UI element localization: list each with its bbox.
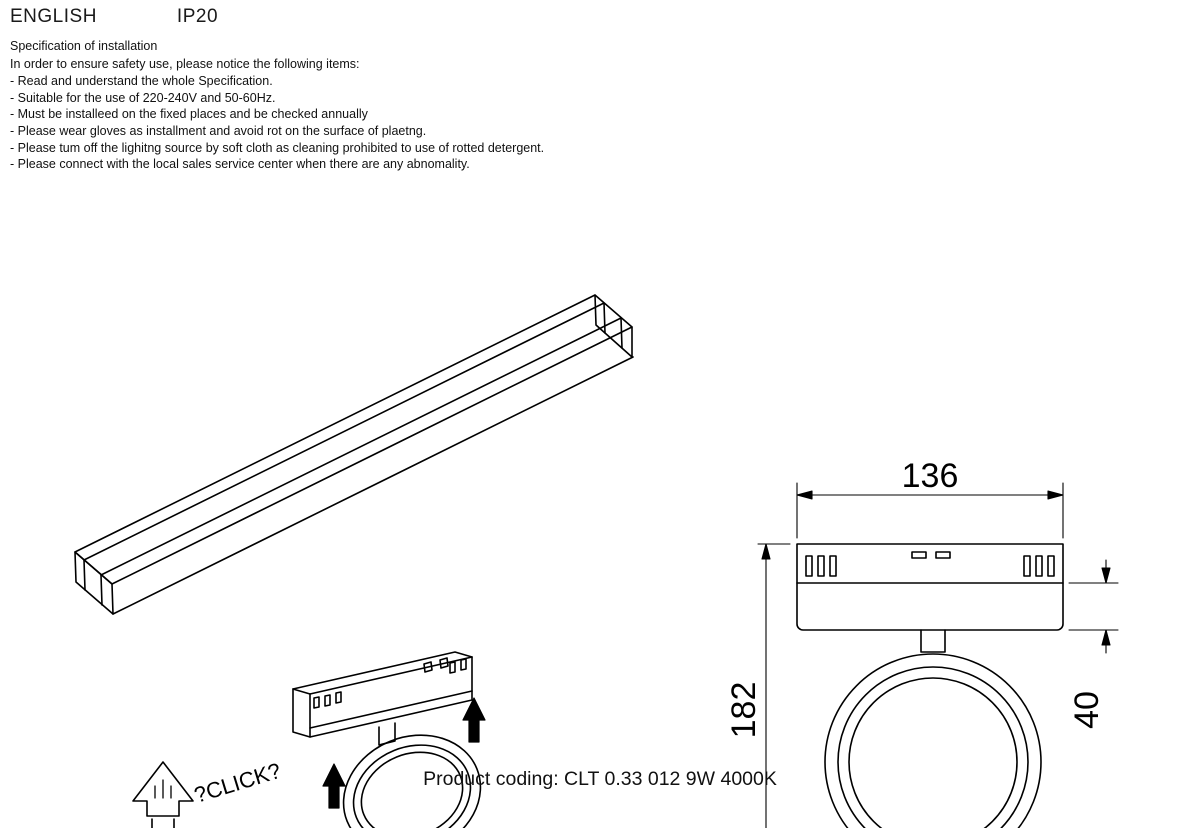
luminaire-stem-left	[379, 723, 395, 745]
language-label: ENGLISH	[10, 6, 97, 27]
specification-item: - Read and understand the whole Specification.	[10, 74, 273, 89]
product-coding: Product coding: CLT 0.33 012 9W 4000K	[423, 768, 777, 790]
specification-item: - Please connect with the local sales service center when there are any abnomality.	[10, 157, 470, 172]
header	[10, 6, 810, 173]
specification-item: - Please tum off the lighitng source by soft cloth as cleaning prohibited to use of rotted detergent.	[10, 140, 545, 155]
specification-item: - Suitable for the use of 220-240V and 50-60Hz.	[10, 90, 276, 105]
luminaire-body-left	[293, 652, 472, 737]
luminaire-body-right	[797, 544, 1063, 630]
specification-item: - Must be installeed on the fixed places and be checked annually	[10, 107, 368, 122]
luminaire-stem-right	[921, 630, 945, 652]
header-row	[10, 6, 810, 28]
ring-head-right	[825, 654, 1041, 828]
click-label: ?CLICK?	[191, 757, 284, 808]
dimension-width-label: 136	[901, 457, 959, 495]
specification-intro: In order to ensure safety use, please notice the following items:	[10, 56, 360, 71]
specification-title: Specification of installation	[10, 39, 158, 53]
push-arrow-right	[463, 698, 485, 742]
specification-block	[10, 38, 810, 173]
track-rail-isometric	[75, 295, 633, 614]
dimension-depth-label: 40	[1068, 691, 1106, 729]
specification-item: - Please wear gloves as installment and avoid rot on the surface of plaetng.	[10, 123, 427, 138]
ip-rating-label: IP20	[176, 6, 219, 27]
dimension-height-label: 182	[725, 681, 763, 739]
